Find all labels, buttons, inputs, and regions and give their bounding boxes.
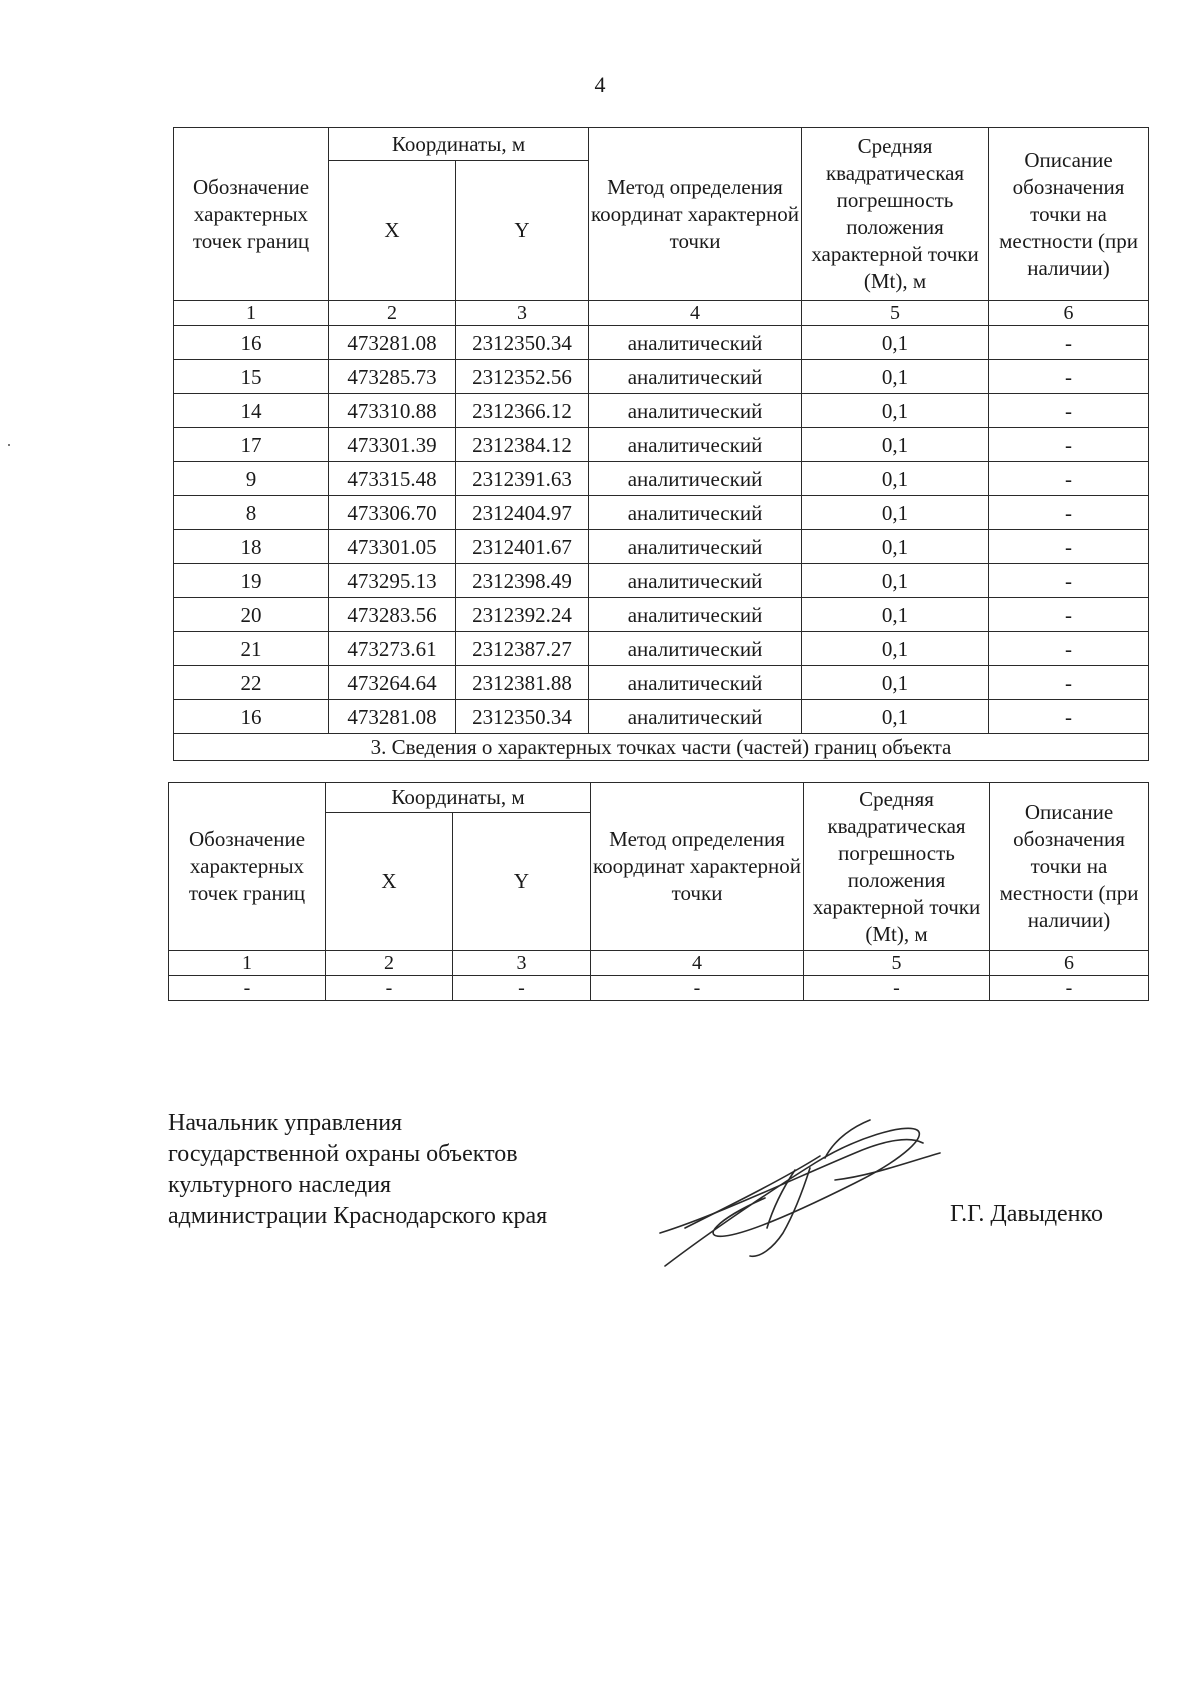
table-row	[174, 394, 1149, 428]
point-id: 8	[174, 496, 329, 530]
error-value: 0,1	[802, 700, 989, 734]
column-number-row	[169, 951, 1149, 976]
description: -	[989, 564, 1149, 598]
table-row	[174, 666, 1149, 700]
header-coordinates: Координаты, м	[329, 128, 589, 161]
coord-x: 473310.88	[329, 394, 456, 428]
method: аналитический	[589, 666, 802, 700]
point-id: 16	[174, 700, 329, 734]
coord-x: 473301.05	[329, 530, 456, 564]
position-line: Начальник управления	[168, 1110, 403, 1136]
boundary-points-table	[173, 127, 1149, 761]
method: -	[591, 976, 804, 1001]
column-number: 5	[804, 951, 990, 976]
method: аналитический	[589, 700, 802, 734]
coord-x: 473281.08	[329, 326, 456, 360]
description: -	[989, 530, 1149, 564]
point-id: 14	[174, 394, 329, 428]
coord-x: 473285.73	[329, 360, 456, 394]
table-row	[174, 700, 1149, 734]
error-value: 0,1	[802, 564, 989, 598]
point-id: 21	[174, 632, 329, 666]
header-method: Метод определения координат характерной точки	[589, 128, 802, 301]
coord-y: 2312404.97	[456, 496, 589, 530]
method: аналитический	[589, 462, 802, 496]
header-point-description: Описание обозначения точки на местности (при наличии)	[989, 128, 1149, 301]
table-row	[174, 564, 1149, 598]
description: -	[989, 394, 1149, 428]
point-id: 16	[174, 326, 329, 360]
coord-x: 473295.13	[329, 564, 456, 598]
method: аналитический	[589, 530, 802, 564]
coord-x: 473283.56	[329, 598, 456, 632]
error-value: 0,1	[802, 632, 989, 666]
coord-y: 2312398.49	[456, 564, 589, 598]
header-coordinates: Координаты, м	[326, 783, 591, 813]
page-number: 4	[594, 72, 606, 97]
description: -	[989, 496, 1149, 530]
error-value: 0,1	[802, 496, 989, 530]
table-row	[174, 326, 1149, 360]
header-method: Метод определения координат характерной точки	[591, 783, 804, 951]
method: аналитический	[589, 496, 802, 530]
section-title: 3. Сведения о характерных точках части (частей) границ объекта	[174, 734, 1149, 761]
coord-y: 2312352.56	[456, 360, 589, 394]
header-point-designation: Обозначение характерных точек границ	[169, 783, 326, 951]
coord-x: 473273.61	[329, 632, 456, 666]
description: -	[989, 632, 1149, 666]
description: -	[989, 428, 1149, 462]
error-value: 0,1	[802, 666, 989, 700]
coord-x: 473301.39	[329, 428, 456, 462]
coord-y: -	[453, 976, 591, 1001]
coord-y: 2312384.12	[456, 428, 589, 462]
error-value: 0,1	[802, 530, 989, 564]
header-mean-square-error: Средняя квадратическая погрешность положения характерной точки (Mt), м	[802, 128, 989, 301]
coord-x: 473315.48	[329, 462, 456, 496]
error-value: 0,1	[802, 428, 989, 462]
column-number: 5	[802, 301, 989, 326]
table-row	[174, 530, 1149, 564]
point-id: 17	[174, 428, 329, 462]
coord-y: 2312366.12	[456, 394, 589, 428]
coord-y: 2312391.63	[456, 462, 589, 496]
column-number: 2	[326, 951, 453, 976]
point-id: 19	[174, 564, 329, 598]
table-row	[174, 428, 1149, 462]
coord-y: 2312401.67	[456, 530, 589, 564]
point-id: -	[169, 976, 326, 1001]
column-number: 3	[456, 301, 589, 326]
description: -	[989, 360, 1149, 394]
table-row	[174, 632, 1149, 666]
column-number: 2	[329, 301, 456, 326]
point-id: 9	[174, 462, 329, 496]
method: аналитический	[589, 564, 802, 598]
description: -	[989, 700, 1149, 734]
coord-y: 2312350.34	[456, 700, 589, 734]
coord-y: 2312387.27	[456, 632, 589, 666]
description: -	[989, 598, 1149, 632]
coord-x: 473281.08	[329, 700, 456, 734]
signatory-position	[168, 1108, 547, 1232]
error-value: 0,1	[802, 462, 989, 496]
coord-y: 2312392.24	[456, 598, 589, 632]
header-point-description: Описание обозначения точки на местности (при наличии)	[990, 783, 1149, 951]
table-row	[174, 496, 1149, 530]
part-boundary-points-table	[168, 782, 1149, 1001]
header-x: X	[326, 813, 453, 951]
header-mean-square-error: Средняя квадратическая погрешность положения характерной точки (Mt), м	[804, 783, 990, 951]
point-id: 22	[174, 666, 329, 700]
description: -	[989, 326, 1149, 360]
point-id: 20	[174, 598, 329, 632]
column-number: 6	[989, 301, 1149, 326]
method: аналитический	[589, 428, 802, 462]
coord-y: 2312381.88	[456, 666, 589, 700]
handwritten-signature	[655, 1108, 955, 1273]
coord-x: 473264.64	[329, 666, 456, 700]
position-line: государственной охраны объектов	[168, 1141, 518, 1167]
header-x: X	[329, 161, 456, 301]
coord-x: 473306.70	[329, 496, 456, 530]
header-point-designation: Обозначение характерных точек границ	[174, 128, 329, 301]
error-value: 0,1	[802, 598, 989, 632]
coord-x: -	[326, 976, 453, 1001]
table-row	[174, 360, 1149, 394]
error-value: 0,1	[802, 360, 989, 394]
header-y: Y	[453, 813, 591, 951]
position-line: администрации Краснодарского края	[168, 1203, 548, 1229]
position-line: культурного наследия	[168, 1172, 392, 1198]
method: аналитический	[589, 632, 802, 666]
method: аналитический	[589, 326, 802, 360]
column-number: 4	[591, 951, 804, 976]
table-row	[174, 462, 1149, 496]
point-id: 18	[174, 530, 329, 564]
method: аналитический	[589, 360, 802, 394]
method: аналитический	[589, 394, 802, 428]
table-row	[169, 976, 1149, 1001]
column-number: 1	[174, 301, 329, 326]
column-number: 1	[169, 951, 326, 976]
scan-speck	[8, 444, 10, 446]
coord-y: 2312350.34	[456, 326, 589, 360]
error-value: 0,1	[802, 394, 989, 428]
column-number: 6	[990, 951, 1149, 976]
point-id: 15	[174, 360, 329, 394]
description: -	[990, 976, 1149, 1001]
signer-name: Г.Г. Давыденко	[950, 1201, 1103, 1227]
description: -	[989, 666, 1149, 700]
method: аналитический	[589, 598, 802, 632]
header-y: Y	[456, 161, 589, 301]
error-value: 0,1	[802, 326, 989, 360]
column-number-row	[174, 301, 1149, 326]
column-number: 4	[589, 301, 802, 326]
description: -	[989, 462, 1149, 496]
error-value: -	[804, 976, 990, 1001]
column-number: 3	[453, 951, 591, 976]
table-row	[174, 598, 1149, 632]
